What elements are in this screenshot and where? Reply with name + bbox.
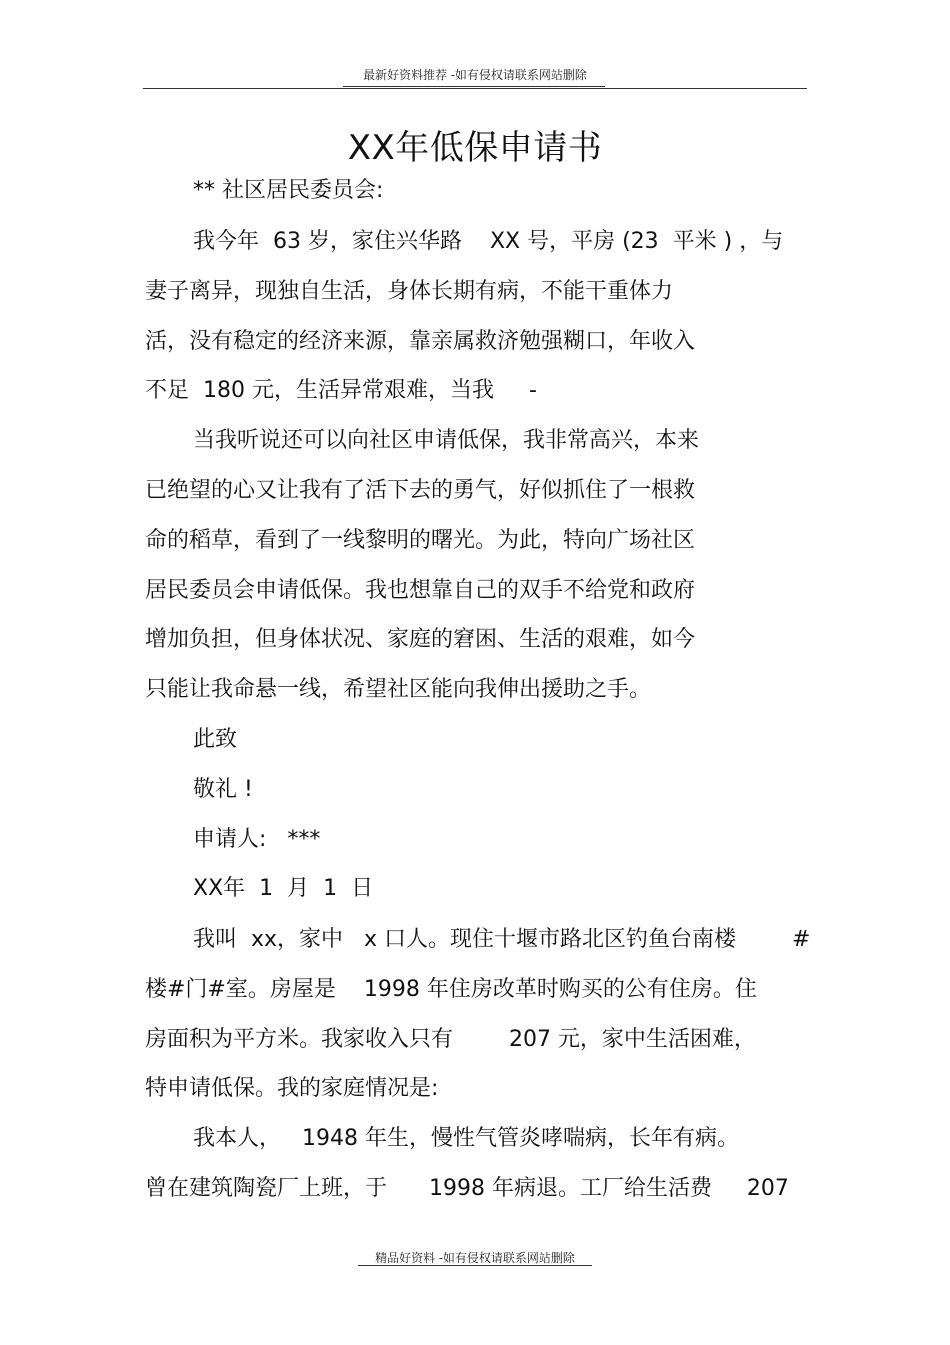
paragraph-line: 当我听说还可以向社区申请低保，我非常高兴，本来 — [193, 428, 700, 453]
paragraph-line: 居民委员会申请低保。我也想靠自己的双手不给党和政府 — [145, 578, 696, 603]
header-accent-rule — [343, 86, 605, 87]
paragraph-line: 妻子离异，现独自生活，身体长期有病，不能干重体力 — [145, 279, 674, 304]
paragraph-line: 我今年 63 岁，家住兴华路 XX 号，平房 (23 平米 ) ，与 — [193, 229, 784, 254]
paragraph-line: 只能让我命悬一线，希望社区能向我伸出援助之手。 — [145, 677, 652, 702]
paragraph-line: 已绝望的心又让我有了活下去的勇气，好似抓住了一根救 — [145, 478, 696, 503]
paragraph-line: 活，没有稳定的经济来源，靠亲属救济勉强糊口，年收入 — [145, 329, 696, 354]
paragraph-line: 不足 180 元，生活异常艰难，当我 - — [145, 378, 537, 403]
footer-rule — [358, 1265, 592, 1266]
date-line: XX年 1 月 1 日 — [193, 876, 374, 901]
paragraph-line: 增加负担，但身体状况、家庭的窘困、生活的艰难，如今 — [145, 627, 696, 652]
paragraph-line: 我叫 xx，家中 x 口人。现住十堰市路北区钓鱼台南楼 # — [193, 927, 811, 952]
header-rule — [143, 88, 807, 89]
document-title: XX年低保申请书 — [347, 128, 603, 168]
applicant-line: 申请人: *** — [193, 827, 321, 852]
closing-regards: 敬礼 ! — [193, 777, 253, 802]
paragraph-line: 楼#门#室。房屋是 1998 年住房改革时购买的公有住房。住 — [145, 977, 757, 1002]
salutation: ** 社区居民委员会: — [193, 178, 384, 203]
paragraph-line: 房面积为平方米。我家收入只有 207 元，家中生活困难， — [145, 1027, 756, 1052]
closing-line: 此致 — [193, 727, 238, 752]
paragraph-line: 我本人， 1948 年生，慢性气管炎哮喘病，长年有病。 — [193, 1126, 739, 1151]
paragraph-line: 特申请低保。我的家庭情况是: — [145, 1076, 439, 1101]
paragraph-line: 命的稻草，看到了一线黎明的曙光。为此，特向广场社区 — [145, 528, 696, 553]
paragraph-line: 曾在建筑陶瓷厂上班，于 1998 年病退。工厂给生活费 207 — [145, 1176, 789, 1201]
footer-note: 精品好资料 -如有侵权请联系网站删除 — [375, 1251, 575, 1265]
header-note: 最新好资料推荐 -如有侵权请联系网站删除 — [363, 68, 587, 82]
